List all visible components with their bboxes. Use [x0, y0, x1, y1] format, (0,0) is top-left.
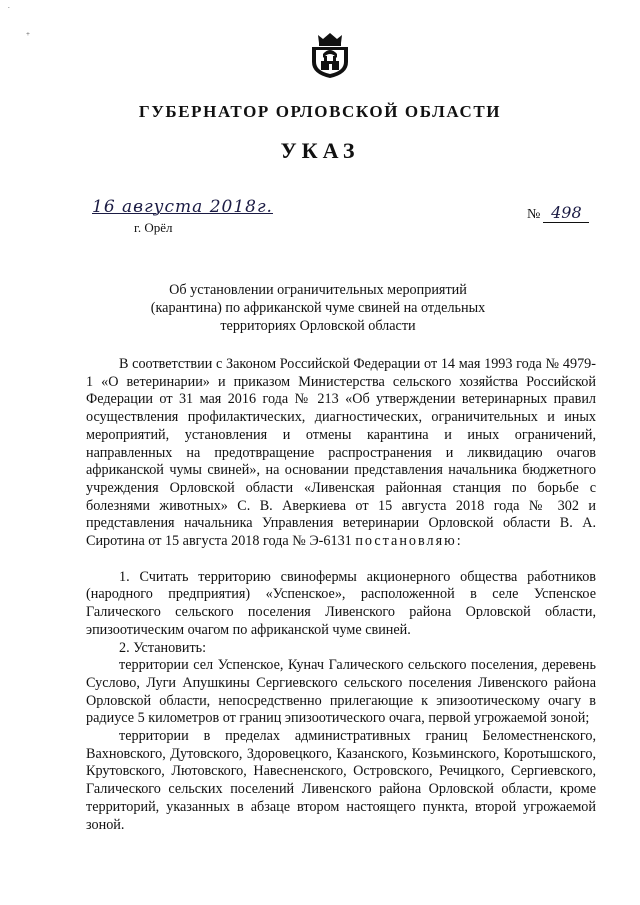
decree-body: [86, 356, 596, 834]
signature-date: 16 августа 2018г.: [92, 197, 273, 217]
number-label: №: [527, 207, 541, 222]
item-2-heading: 2. Установить:: [119, 639, 207, 656]
item-2-zone-1: территории сел Успенское, Кунач Галического сельского поселения, деревень Суслово, Луги Апушкины Сергиевского сельского поселения Ливенского района Орловской области, непосредственно прилегающие к эпизоотическому очагу в радиусе 5 километров от границ эпизоотического очага, первой угрожаемой зоной;: [86, 657, 596, 727]
decree-subject: [128, 281, 508, 335]
item-2-zone-2: территории в пределах административных границ Беломестненского, Вахновского, Дутовского, Здоровецкого, Казанского, Козьминского, Коротышского, Крутовского, Лютовского, Навесненского, Островского, Речицкого, Сергиевского, Галического сельских поселений Ливенского района Орловской области, кроме территорий, указанных в абзаце втором настоящего пункта, второй угрожаемой зоной.: [86, 728, 596, 833]
document-number: [527, 203, 589, 223]
scan-mark-plus: +: [26, 30, 30, 38]
decree-word: постановляю:: [355, 533, 463, 550]
number-value: 498: [543, 203, 589, 223]
scan-mark-dot: .: [8, 2, 10, 10]
authority-title: ГУБЕРНАТОР ОРЛОВСКОЙ ОБЛАСТИ: [138, 102, 502, 121]
subject-line: Об установлении ограничительных мероприятий: [169, 282, 467, 298]
preamble-text: В соответствии с Законом Российской Федерации от 14 мая 1993 года № 4979-1 «О ветеринарии» и приказом Министерства сельского хозяйства Российской Федерации от 31 мая 2016 года № 213 «Об утверждении ветеринарных правил осуществления профилактических, диагностических, ограничительных и иных мероприятий, установления и отмены карантина и иных ограничений, направленных на предотвращение распространения и ликвидацию очагов африканской чумы свиней», на основании представления начальника бюджетного учреждения Орловской области «Ливенская районная станция по борьбе с болезнями животных» С. В. Аверкиева от 15 августа 2018 года № 302 и представления начальника Управления ветеринарии Орловской области В. А. Сиротина от 15 августа 2018 года № Э-6131: [86, 356, 596, 550]
document-type-title: УКАЗ: [280, 138, 360, 163]
subject-line: территориях Орловской области: [220, 318, 416, 334]
item-1-paragraph: 1. Считать территорию свинофермы акционерного общества работников (народного предприятия) «Успенское», расположенной в селе Успенское Галического сельского поселения Ливенского района Орловской области, эпизоотическим очагом по африканской чуме свиней.: [86, 568, 596, 638]
preamble-paragraph: [86, 356, 596, 551]
subject-line: (карантина) по африканской чуме свиней на отдельных: [150, 300, 486, 316]
coat-of-arms-emblem: [309, 30, 351, 80]
issue-city: г. Орёл: [134, 220, 173, 235]
